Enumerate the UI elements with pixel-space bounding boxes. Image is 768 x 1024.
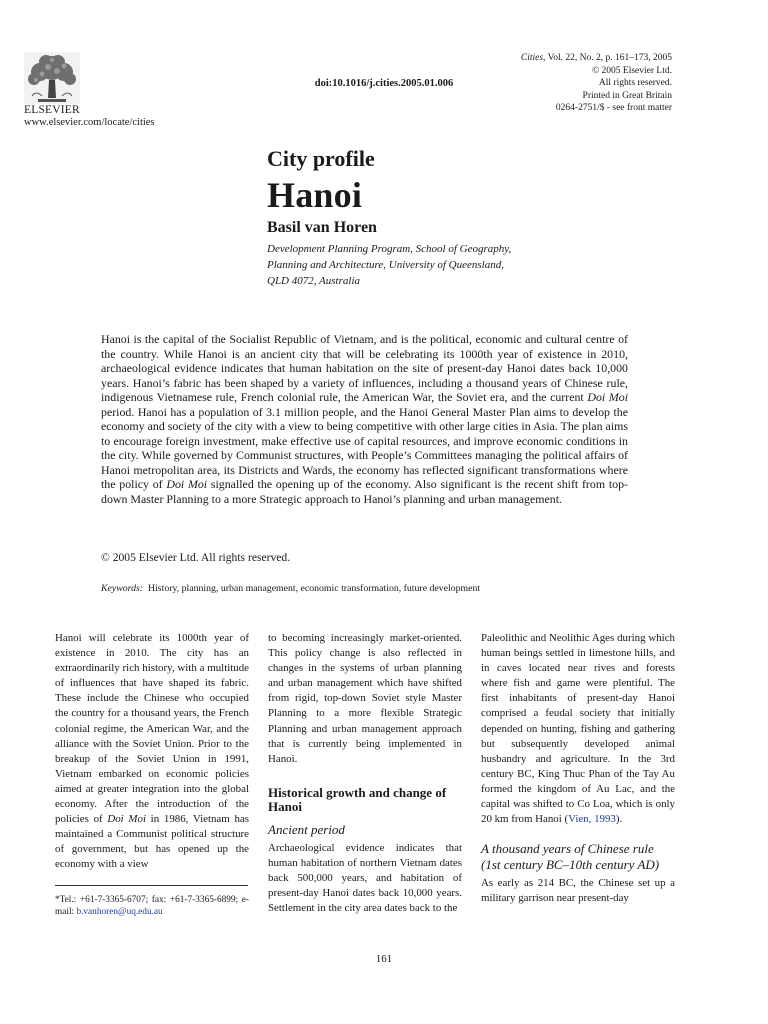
body-column-3 xyxy=(481,631,675,906)
affiliation xyxy=(267,241,587,289)
keywords-label: Keywords: xyxy=(101,583,144,594)
author-name: Basil van Horen xyxy=(267,219,377,236)
keywords-text: History, planning, urban management, economic transformation, future development xyxy=(148,583,481,594)
subsection-heading: Ancient period xyxy=(268,821,345,837)
journal-citation xyxy=(521,52,672,65)
affiliation-line: Development Planning Program, School of Geography, xyxy=(267,243,512,255)
body-paragraph xyxy=(55,631,249,873)
body-text: Paleolithic and Neolithic Ages during which human beings settled in limestone hills, and in caves located near rives and forests where fish and game were plentiful. The first inhabitants of present-day Hanoi comprised a feudal society that initially depended on hunting, fishing and gathering but subsequently developed animal husbandry and agriculture. In the 3rd century BC, King Thuc Phan of the Tay Au formed the kingdom of Au Lac, and the capital was shifted to Co Loa, which is only 20 km from Hanoi ( xyxy=(481,632,675,826)
journal-info xyxy=(521,52,672,115)
abstract-copyright: © 2005 Elsevier Ltd. All rights reserved. xyxy=(101,551,291,564)
keywords xyxy=(101,583,480,594)
citation-link[interactable]: Vien, 1993 xyxy=(568,813,616,826)
journal-printed: Printed in Great Britain xyxy=(582,90,672,101)
body-column-2 xyxy=(268,631,462,916)
affiliation-line: QLD 4072, Australia xyxy=(267,275,361,287)
subsection-heading: A thousand years of Chinese rule (1st century BC–10th century AD) xyxy=(481,841,660,873)
journal-name: Cities xyxy=(520,53,544,63)
body-paragraph: As early as 214 BC, the Chinese set up a military garrison near present-day xyxy=(481,877,675,905)
article-title: Hanoi xyxy=(267,175,363,215)
body-column-1 xyxy=(55,631,249,873)
journal-copyright: © 2005 Elsevier Ltd. xyxy=(591,65,672,76)
abstract-text: Hanoi is the capital of the Socialist Republic of Vietnam, and is the political, economic and cultural centre of the country. While Hanoi is an ancient city that will be celebrating its 1000th year of existence in 2010, archaeological evidence indicates that human habitation on the site of present-day Hanoi dates back 10,000 years. Hanoi’s fabric has been shaped by a variety of influences, including a thousand years of Chinese rule, indigenous Vietnamese rule, French colonial rule, the American War, the Soviet era, and the current xyxy=(101,332,628,405)
page-number: 161 xyxy=(375,953,393,965)
footnote-text: *Tel.: +61-7-3365-6707; fax: +61-7-3365-6899; e-mail: xyxy=(55,895,249,917)
journal-issue: , Vol. 22, No. 2, p. 161–173, 2005 xyxy=(543,53,672,63)
journal-issn: 0264-2751/$ - see front matter xyxy=(555,103,672,113)
doi[interactable]: doi:10.1016/j.cities.2005.01.006 xyxy=(314,78,454,89)
journal-rights: All rights reserved. xyxy=(598,78,672,88)
section-label: City profile xyxy=(267,146,375,171)
body-text: in 1986, Vietnam has maintained a Communist political structure of government, but has opened up the economy with a view xyxy=(55,813,249,871)
body-text: Hanoi will celebrate its 1000th year of existence in 2010. The city has an extraordinarily rich history, with a multitude of influences that have shaped its fabric. These include the Chinese who occupied the country for a thousand years, the French colonial regime, the American War, and the alliance with the Soviet Union. Prior to the breakup of the Soviet Union in 1991, Vietnam embarked on economic policies aimed at greater integration into the global economy. After the introduction of the policies of xyxy=(55,632,249,826)
publisher-name: ELSEVIER xyxy=(24,104,80,116)
body-paragraph: to becoming increasingly market-oriented. This policy change is also reflected in changes in the systems of urban planning and urban management which have shifted from rigid, top-down Soviet style Master Planning to a more flexible Strategic Planning and urban management approach that is currently being implemented in Hanoi. xyxy=(268,632,462,765)
footnote-divider xyxy=(55,885,248,886)
abstract-doi-moi: Doi Moi xyxy=(587,390,628,405)
footnote xyxy=(55,894,249,918)
email-link[interactable]: b.vanhoren@uq.edu.au xyxy=(76,907,163,917)
section-heading: Historical growth and change of Hanoi xyxy=(268,784,447,814)
affiliation-line: Planning and Architecture, University of Queensland, xyxy=(267,259,504,271)
body-doi-moi: Doi Moi xyxy=(107,813,146,826)
abstract-text: signalled the opening up of the economy. Also significant is the recent shift from top-down Master Planning to a more Strategic approach to Hanoi’s planning and urban management. xyxy=(101,477,628,507)
body-paragraph: Archaeological evidence indicates that human habitation of northern Vietnam dates back 500,000 years, and habitation of present-day Hanoi dates back 10,000 years. Settlement in the city area dates back to the xyxy=(268,841,462,915)
body-paragraph xyxy=(481,631,675,827)
abstract-text: period. Hanoi has a population of 3.1 million people, and the Hanoi General Master Plan aims to develop the economy and society of the city with a view to being competitive with other large cities in Asia. The plan aims to encourage foreign investment, make effective use of capital resources, and improve economic conditions in the city. While governed by Communist structures, with People’s Committees managing the political affairs of Hanoi metropolitan area, its Districts and Wards, the economy has reflected significant transformations where the policy of xyxy=(101,404,628,492)
abstract xyxy=(101,332,628,507)
body-text: ). xyxy=(615,813,623,826)
abstract-doi-moi: Doi Moi xyxy=(166,477,208,492)
publisher-url[interactable]: www.elsevier.com/locate/cities xyxy=(24,117,155,128)
